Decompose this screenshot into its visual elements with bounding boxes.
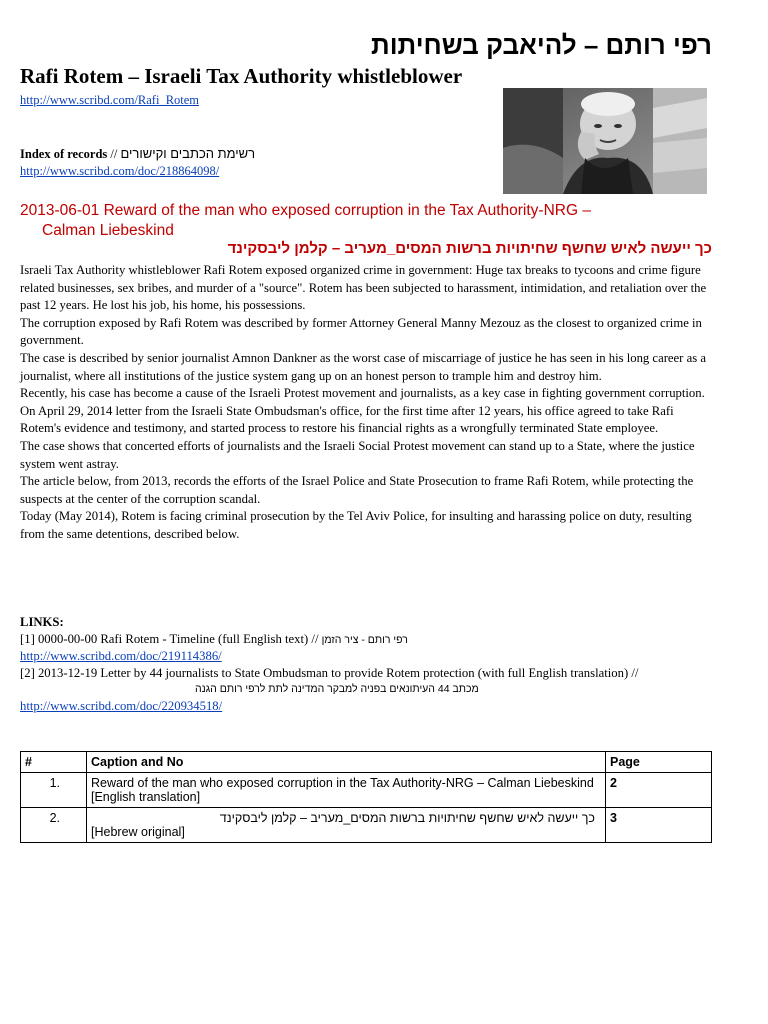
toc-header-page: Page xyxy=(606,752,712,773)
link-item-2-hebrew: מכתב 44 העיתונאים בפניה למבקר המדינה לתת לרפי רותם הגנה xyxy=(195,683,479,695)
article-heading xyxy=(20,201,720,241)
toc-row-caption: Reward of the man who exposed corruption in the Tax Authority-NRG – Calman Liebeskind [English translation] xyxy=(87,773,606,808)
toc-row-caption-english: [Hebrew original] xyxy=(91,825,185,839)
table-row xyxy=(21,808,712,843)
index-separator: // xyxy=(107,147,121,161)
link-item-1-hebrew: רפי רותם - ציר הזמן xyxy=(321,633,408,646)
english-title: Rafi Rotem – Israeli Tax Authority whistleblower xyxy=(20,64,463,88)
toc-header-num: # xyxy=(21,752,87,773)
links-heading: LINKS: xyxy=(20,615,64,629)
link-item-2-text: [2] 2013-12-19 Letter by 44 journalists to State Ombudsman to provide Rotem protection (with full English translation) // xyxy=(20,665,639,680)
index-hebrew: רשימת הכתבים וקישורים xyxy=(120,146,256,161)
table-row xyxy=(21,773,712,808)
paragraph: The case shows that concerted efforts of journalists and the Israeli Social Protest movement can stand up to a State, where the justice system went astray. xyxy=(20,438,695,471)
article-heading-line2: Calman Liebeskind xyxy=(42,222,174,239)
index-link[interactable]: http://www.scribd.com/doc/218864098/ xyxy=(20,164,220,178)
index-label: Index of records xyxy=(20,147,108,161)
paragraph: On April 29, 2014 letter from the Israeli State Ombudsman's office, for the first time after 12 years, his office agreed to take Rafi Rotem's evidence and testimony, and started process to restore his financial rights as a wrongfully terminated State employee. xyxy=(20,403,674,436)
index-line xyxy=(20,146,255,162)
link-item-2 xyxy=(20,665,720,682)
profile-link-line xyxy=(20,93,199,108)
toc-row-page: 3 xyxy=(606,808,712,843)
toc-row-caption-hebrew: כך ייעשה לאיש שחשף שחיתויות ברשות המסים_מעריב – קלמן ליבסקינד xyxy=(219,811,595,825)
hebrew-title: רפי רותם – להיאבק בשחיתות xyxy=(371,30,712,60)
portrait-photo xyxy=(503,88,707,194)
paragraph: Recently, his case has become a cause of the Israeli Protest movement and journalists, as a key case in fighting government corruption. xyxy=(20,386,705,401)
portrait-photo-icon xyxy=(503,88,707,194)
paragraph: Today (May 2014), Rotem is facing criminal prosecution by the Tel Aviv Police, for insulting and harassing police on duty, resulting from the same detentions, described below. xyxy=(20,509,692,541)
profile-link[interactable]: http://www.scribd.com/Rafi_Rotem xyxy=(20,93,200,107)
link-item-1-url[interactable]: http://www.scribd.com/doc/219114386/ xyxy=(20,649,222,663)
article-body xyxy=(20,262,716,544)
index-link-line xyxy=(20,164,219,179)
paragraph: The corruption exposed by Rafi Rotem was described by former Attorney General Manny Mezouz as the closest to organized crime in government. xyxy=(20,315,702,348)
toc-row-page: 2 xyxy=(606,773,712,808)
link-item-1 xyxy=(20,631,720,649)
paragraph: The case is described by senior journalist Amnon Dankner as the worst case of miscarriage of justice he has seen in his long career as a journalist, where all institutions of the justice system gang up on an honest person to trample him and destroy him. xyxy=(20,350,706,383)
toc-row-num: 2. xyxy=(21,808,87,843)
link-item-1-text: [1] 0000-00-00 Rafi Rotem - Timeline (full English text) // xyxy=(20,631,322,646)
paragraph: Israeli Tax Authority whistleblower Rafi Rotem exposed organized crime in government: Huge tax breaks to tycoons and crime figure related businesses, sex bribes, and murder of a "source". Rotem has been subjected to harassment, intimidation, and retaliation over the past 12 years. He lost his job, his home, his possessions. xyxy=(20,263,707,313)
toc-row-num: 1. xyxy=(21,773,87,808)
link-item-2-url[interactable]: http://www.scribd.com/doc/220934518/ xyxy=(20,698,223,713)
article-heading-line1: 2013-06-01 Reward of the man who exposed corruption in the Tax Authority-NRG – xyxy=(20,202,591,219)
toc-header-row xyxy=(21,752,712,773)
toc-table xyxy=(20,751,712,843)
links-section xyxy=(20,614,720,714)
toc-header-caption: Caption and No xyxy=(87,752,606,773)
toc-row-caption xyxy=(87,808,606,843)
paragraph: The article below, from 2013, records the efforts of the Israel Police and State Prosecution to frame Rafi Rotem, while protecting the suspects at the center of the corruption scandal. xyxy=(20,474,694,506)
article-hebrew-heading: כך ייעשה לאיש שחשף שחיתויות ברשות המסים_מעריב – קלמן ליבסקינד xyxy=(227,240,712,257)
